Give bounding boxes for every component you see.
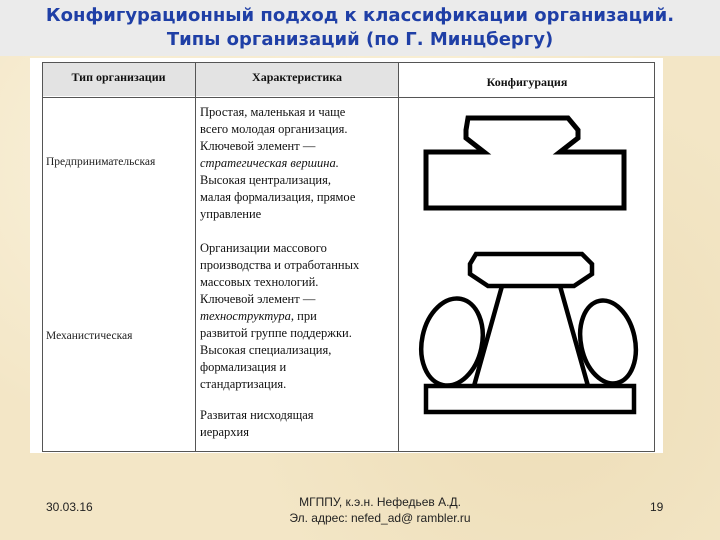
grid-line xyxy=(42,451,655,452)
mintzberg-table xyxy=(30,58,663,453)
footer-date: 30.03.16 xyxy=(46,500,93,514)
header-type: Тип организации xyxy=(42,62,195,96)
grid-line xyxy=(42,62,43,452)
grid-line xyxy=(42,97,655,98)
grid-line xyxy=(195,62,196,452)
grid-line xyxy=(398,62,399,452)
slide-title xyxy=(0,0,720,56)
footer-author: МГППУ, к.э.н. Нефедьев А.Д. Эл. адрес: nefed_ad@ rambler.ru xyxy=(289,495,471,525)
grid-line xyxy=(42,62,655,63)
row-description-machine: Организации массового производства и отработанных массовых технологий. Ключевой элемент — техноструктура, при развитой группе поддержки. Высокая специализация, формализация и стандартизация. xyxy=(200,241,360,391)
slide-title-line-1: Конфигурационный подход к классификации организаций. xyxy=(45,5,675,26)
entrepreneurial-configuration-icon xyxy=(420,112,640,222)
grid-line xyxy=(654,62,655,452)
row-description-entrepreneurial: Простая, маленькая и чаще всего молодая организация. Ключевой элемент — стратегическая вершина. Высокая централизация, малая формализация, прямое управление xyxy=(200,105,356,221)
header-configuration: Конфигурация xyxy=(486,75,568,89)
table-grid xyxy=(42,62,655,452)
row-type-machine: Механистическая xyxy=(46,330,133,342)
row-type-entrepreneurial: Предпринимательская xyxy=(46,156,156,168)
machine-configuration-icon xyxy=(418,246,642,416)
page-number: 19 xyxy=(650,500,664,514)
row-extra-machine: Развитая нисходящая иерархия xyxy=(200,408,314,439)
slide-title-line-2: Типы организаций (по Г. Минцбергу) xyxy=(166,29,554,50)
header-characteristic: Характеристика xyxy=(196,62,398,96)
